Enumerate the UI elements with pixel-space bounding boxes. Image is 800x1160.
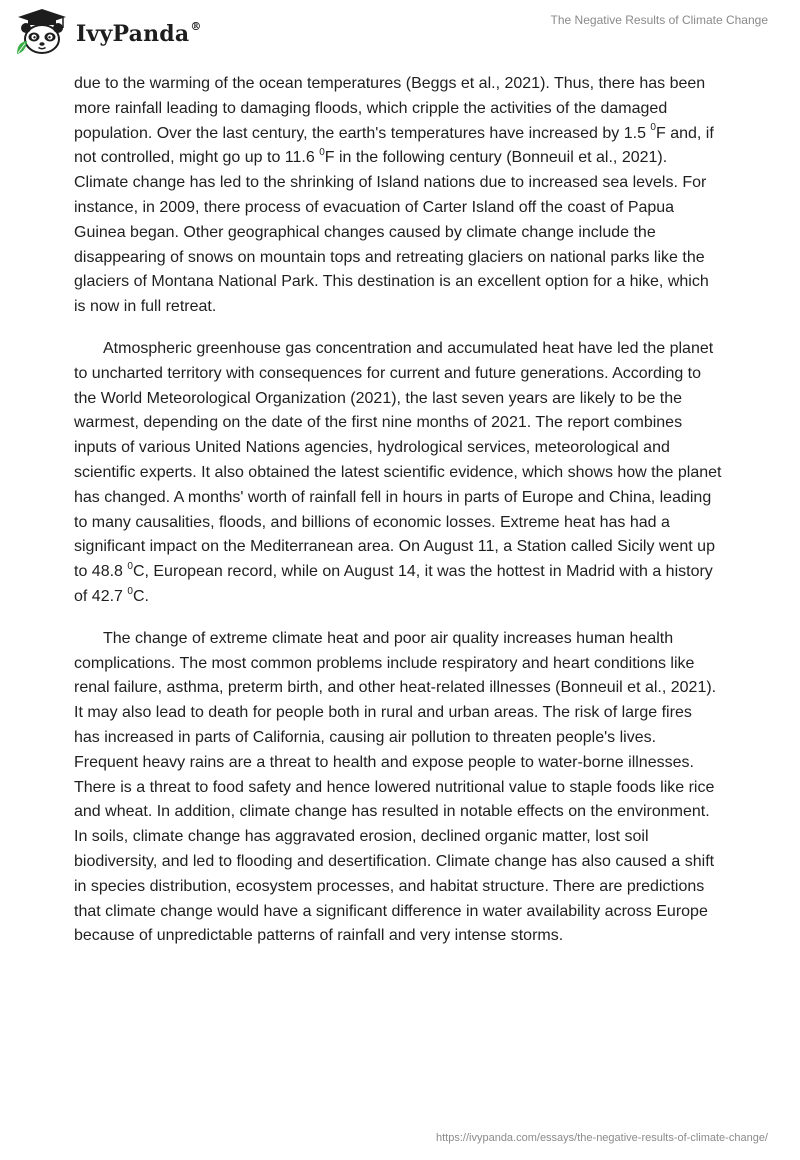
panda-logo-icon	[14, 8, 70, 56]
degree-superscript: 0	[127, 585, 133, 597]
ivypanda-logo[interactable]	[14, 8, 202, 56]
paragraph: The change of extreme climate heat and poor air quality increases human health complications. The most common problems include respiratory and heart conditions like renal failure, asthma, preterm birth, and other heat-related illnesses (Bonneuil et al., 2021). It may also lead to death for people both in rural and urban areas. The risk of large fires has increased in parts of California, causing air pollution to threaten people's lives. Frequent heavy rains are a threat to health and expose people to water-borne illnesses. There is a threat to food safety and hence lowered nutritional value to staple foods like rice and wheat. In addition, climate change has resulted in notable effects on the environment. In soils, climate change has aggravated erosion, declined organic matter, lost soil biodiversity, and led to flooding and desertification. Climate change has also caused a shift in species distribution, ecosystem processes, and habitat structure. There are predictions that climate change would have a significant difference in water availability across Europe because of unpredictable patterns of rainfall and very intense storms.	[74, 629, 717, 945]
page-header	[0, 0, 800, 70]
degree-superscript: 0	[127, 560, 133, 572]
paragraph: Atmospheric greenhouse gas concentration and accumulated heat have led the planet to uncharted territory with consequences for current and future generations. According to the World Meteorological Organization (2021), the last seven years are likely to be the warmest, depending on the date of the first nine months of 2021. The report combines inputs of various United Nations agencies, hydrological services, meteorological and scientific experts. It also obtained the latest scientific evidence, which shows how the planet has changed. A months' worth of rainfall fell in hours in parts of Europe and China, leading to many causalities, floods, and billions of economic losses. Extreme heat has had a significant impact on the Mediterranean area. On August 11, a Station called Sicily went up to 48.8 $^0$C, European record, while on August 14, it was the hottest in Madrid with a history of 42.7 $^0$C.	[74, 339, 722, 605]
logo-text: IvyPanda®	[76, 19, 202, 47]
essay-body	[74, 72, 722, 966]
degree-superscript: 0	[650, 122, 656, 134]
source-url[interactable]: https://ivypanda.com/essays/the-negative-results-of-climate-change/	[436, 1132, 768, 1144]
paragraph: due to the warming of the ocean temperatures (Beggs et al., 2021). Thus, there has been more rainfall leading to damaging floods, which cripple the activities of the damaged population. Over the last century, the earth's temperatures have increased by 1.5 $^0$F and, if not controlled, might go up to 11.6 $^0$F in the following century (Bonneuil et al., 2021). Climate change has led to the shrinking of Island nations due to increased sea levels. For instance, in 2009, there process of evacuation of Carter Island off the coast of Papua Guinea began. Other geographical changes caused by climate change include the disappearing of snows on mountain tops and retreating glaciers on national parks like the glaciers of Montana National Park. This destination is an excellent option for a hike, which is now in full retreat.	[74, 75, 714, 316]
degree-superscript: 0	[319, 147, 325, 159]
document-title: The Negative Results of Climate Change	[550, 13, 768, 27]
